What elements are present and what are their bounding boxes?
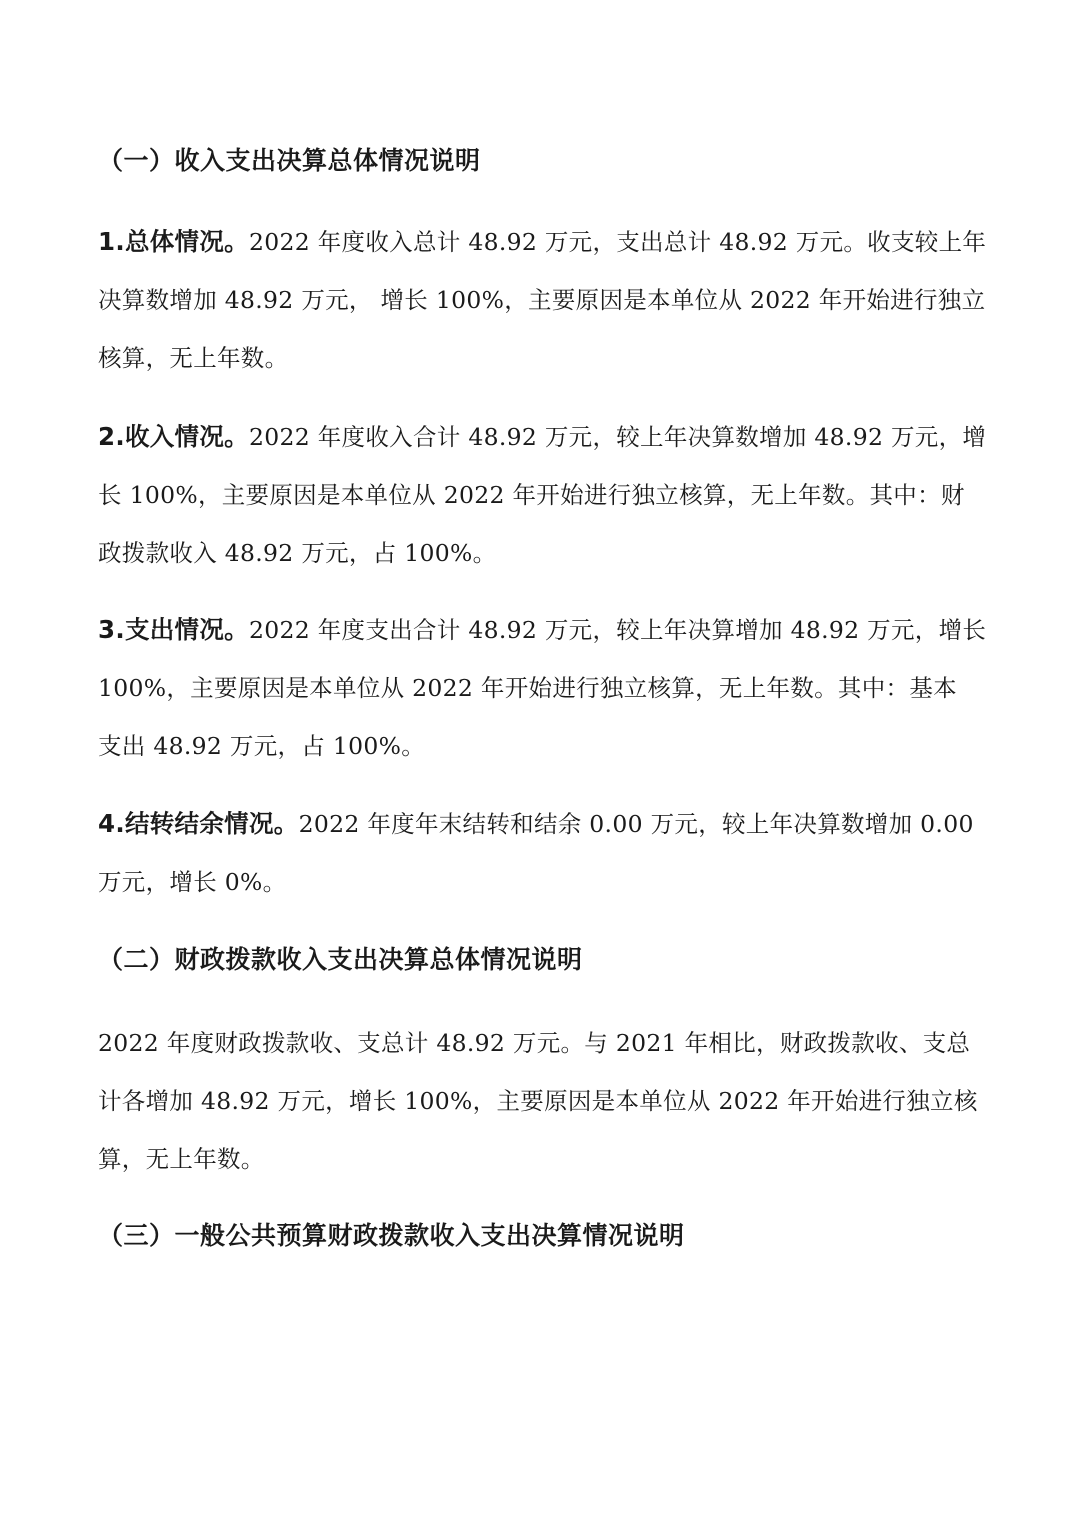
section-heading-3: （三）一般公共预算财政拨款收入支出决算情况说明: [98, 1221, 685, 1250]
paragraph-line: 政拨款收入 48.92 万元，占 100%。: [98, 539, 497, 567]
paragraph-lead: 1.总体情况。: [98, 227, 249, 256]
paragraph-text: 2022 年度年末结转和结余 0.00 万元，较上年决算数增加 0.00: [298, 810, 974, 838]
paragraph-lead: 3.支出情况。: [98, 615, 249, 644]
paragraph-line: 万元，增长 0%。: [98, 868, 287, 896]
paragraph-text: 2022 年度收入总计 48.92 万元，支出总计 48.92 万元。收支较上年: [248, 228, 987, 256]
paragraph-text: 2022 年度支出合计 48.92 万元，较上年决算增加 48.92 万元，增长: [248, 616, 987, 644]
paragraph-line: 2022 年度财政拨款收、支总计 48.92 万元。与 2021 年相比，财政拨款收、支总: [98, 1029, 971, 1057]
paragraph-lead: 4.结转结余情况。: [98, 809, 299, 838]
paragraph-line: 长 100%，主要原因是本单位从 2022 年开始进行独立核算，无上年数。其中：财: [98, 481, 965, 509]
paragraph-line: 支出 48.92 万元，占 100%。: [98, 732, 426, 760]
paragraph-lead: 2.收入情况。: [98, 422, 249, 451]
paragraph-text: 2022 年度收入合计 48.92 万元，较上年决算数增加 48.92 万元，增: [248, 423, 987, 451]
paragraph-carryover: [98, 795, 980, 911]
section-heading-2: （二）财政拨款收入支出决算总体情况说明: [98, 945, 583, 974]
paragraph-overall: [98, 213, 987, 387]
paragraph-line: [98, 408, 987, 466]
paragraph-line: [98, 213, 987, 271]
paragraph-fiscal-allocation: [98, 1014, 980, 1188]
section-heading-1: （一）收入支出决算总体情况说明: [98, 146, 481, 175]
paragraph-line: [98, 795, 980, 853]
paragraph-line: [98, 601, 987, 659]
paragraph-income: [98, 408, 987, 582]
paragraph-line: 100%，主要原因是本单位从 2022 年开始进行独立核算，无上年数。其中：基本: [98, 674, 957, 702]
paragraph-line: 决算数增加 48.92 万元， 增长 100%，主要原因是本单位从 2022 年开始进行独立: [98, 286, 986, 314]
paragraph-line: 算，无上年数。: [98, 1145, 265, 1173]
paragraph-line: 核算，无上年数。: [98, 344, 289, 372]
paragraph-line: 计各增加 48.92 万元，增长 100%，主要原因是本单位从 2022 年开始进行独立核: [98, 1087, 978, 1115]
paragraph-expenditure: [98, 601, 987, 775]
